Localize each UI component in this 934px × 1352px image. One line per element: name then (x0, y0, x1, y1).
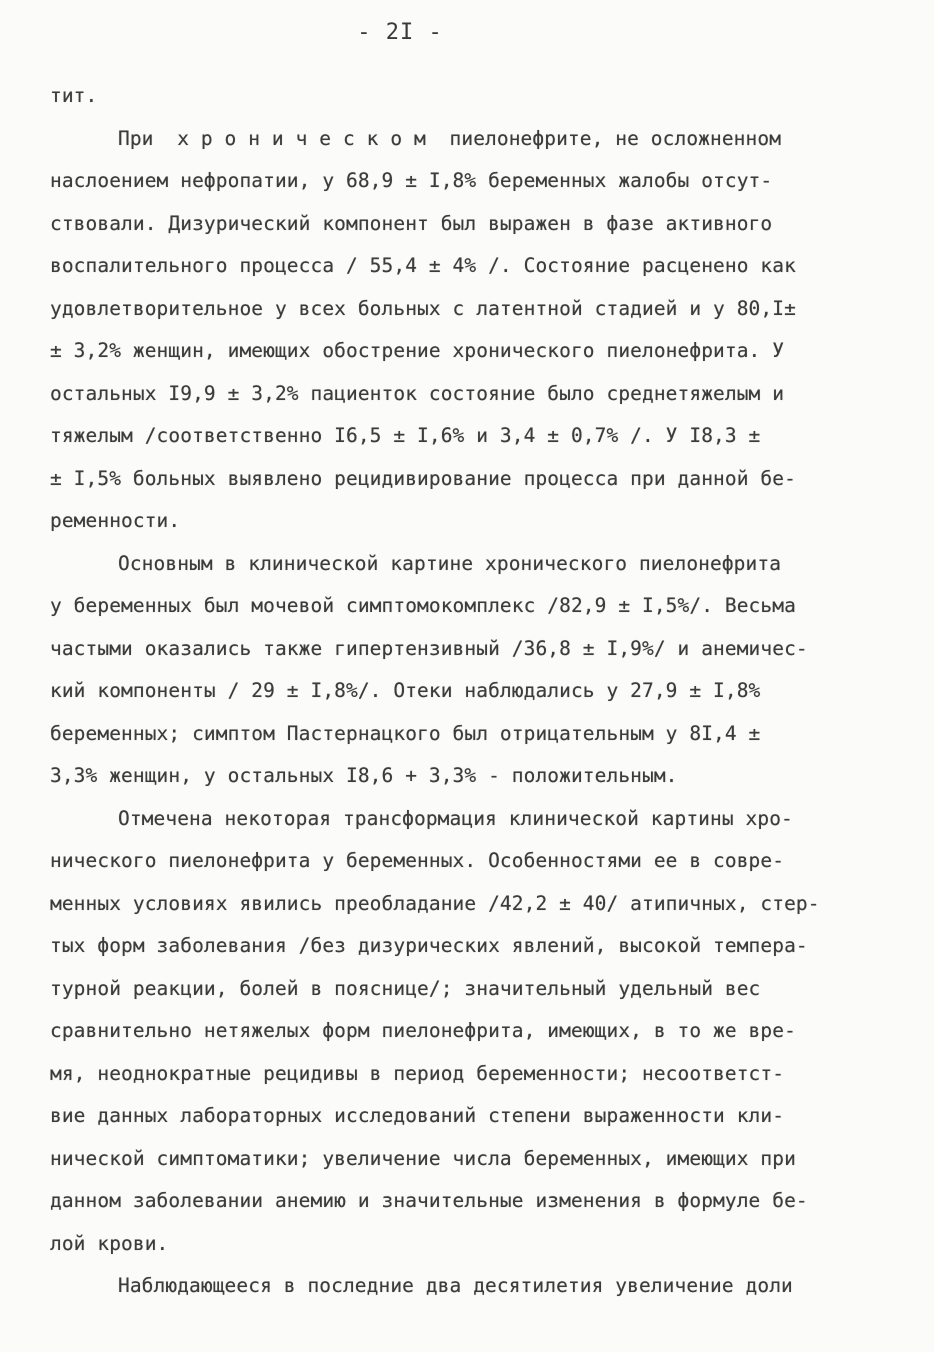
text-line: кий компоненты / 29 ± I,8%/. Отеки наблюдались у 27,9 ± I,8% (50, 679, 761, 702)
paragraph-chronic-pyelonephritis (50, 118, 880, 543)
text-line: Отмечена некоторая трансформация клинической картины хро- (118, 806, 793, 830)
paragraph-clinical-picture (50, 543, 880, 798)
text-line: ± I,5% больных выявлено рецидивирование процесса при данной бе- (50, 466, 796, 490)
text-line: Наблюдающееся в последние два десятилетия увеличение доли (118, 1274, 793, 1297)
text-line: сравнительно нетяжелых форм пиелонефрита, имеющих, в то же вре- (50, 1019, 796, 1042)
page-number: - 2I - (357, 20, 443, 45)
text-line: нического пиелонефрита у беременных. Особенностями ее в совре- (50, 849, 785, 872)
text-line: данном заболевании анемию и значительные изменения в формуле бе- (50, 1189, 808, 1212)
text-line: вие данных лабораторных исследований степени выраженности кли- (50, 1104, 785, 1127)
text-line: воспалительного процесса / 55,4 ± 4% /. Состояние расценено как (50, 254, 796, 277)
paragraph-observed-increase (50, 1265, 880, 1308)
body-text (50, 75, 880, 1308)
text-line: лой крови. (50, 1231, 169, 1255)
text-line: мя, неоднократные рецидивы в период беременности; несоответст- (50, 1061, 785, 1085)
text-line: ствовали. Дизурический компонент был выражен в фазе активного (50, 211, 773, 235)
text-line: При х р о н и ч е с к о м пиелонефрите, не осложненном (118, 126, 782, 150)
text-line: Основным в клинической картине хронического пиелонефрита (118, 551, 782, 575)
text-line: тит. (50, 84, 98, 107)
text-line: частыми оказались также гипертензивный /36,8 ± I,9%/ и анемичес- (50, 636, 808, 660)
text-line: тяжелым /соответственно I6,5 ± I,6% и 3,4 ± 0,7% /. У I8,3 ± (50, 424, 761, 447)
paragraph-continuation (50, 75, 880, 118)
text-line: удовлетворительное у всех больных с латентной стадией и у 80,I± (50, 296, 796, 320)
text-line: наслоением нефропатии, у 68,9 ± I,8% беременных жалобы отсут- (50, 169, 773, 192)
text-line: остальных I9,9 ± 3,2% пациенток состояние было среднетяжелым и (50, 381, 785, 405)
text-line: тых форм заболевания /без дизурических явлений, высокой темпера- (50, 934, 808, 957)
text-line: 3,3% женщин, у остальных I8,6 + 3,3% - положительным. (50, 764, 678, 787)
paragraph-transformation (50, 798, 880, 1266)
text-line: ременности. (50, 509, 181, 532)
text-line: беременных; симптом Пастернацкого был отрицательным у 8I,4 ± (50, 721, 761, 745)
text-line: менных условиях явились преобладание /42,2 ± 40/ атипичных, стер- (50, 891, 820, 915)
text-line: нической симптоматики; увеличение числа беременных, имеющих при (50, 1146, 796, 1170)
text-line: ± 3,2% женщин, имеющих обострение хронического пиелонефрита. У (50, 339, 785, 362)
text-line: турной реакции, болей в пояснице/; значительный удельный вес (50, 976, 761, 1000)
text-line: у беременных был мочевой симптомокомплекс /82,9 ± I,5%/. Весьма (50, 594, 796, 617)
